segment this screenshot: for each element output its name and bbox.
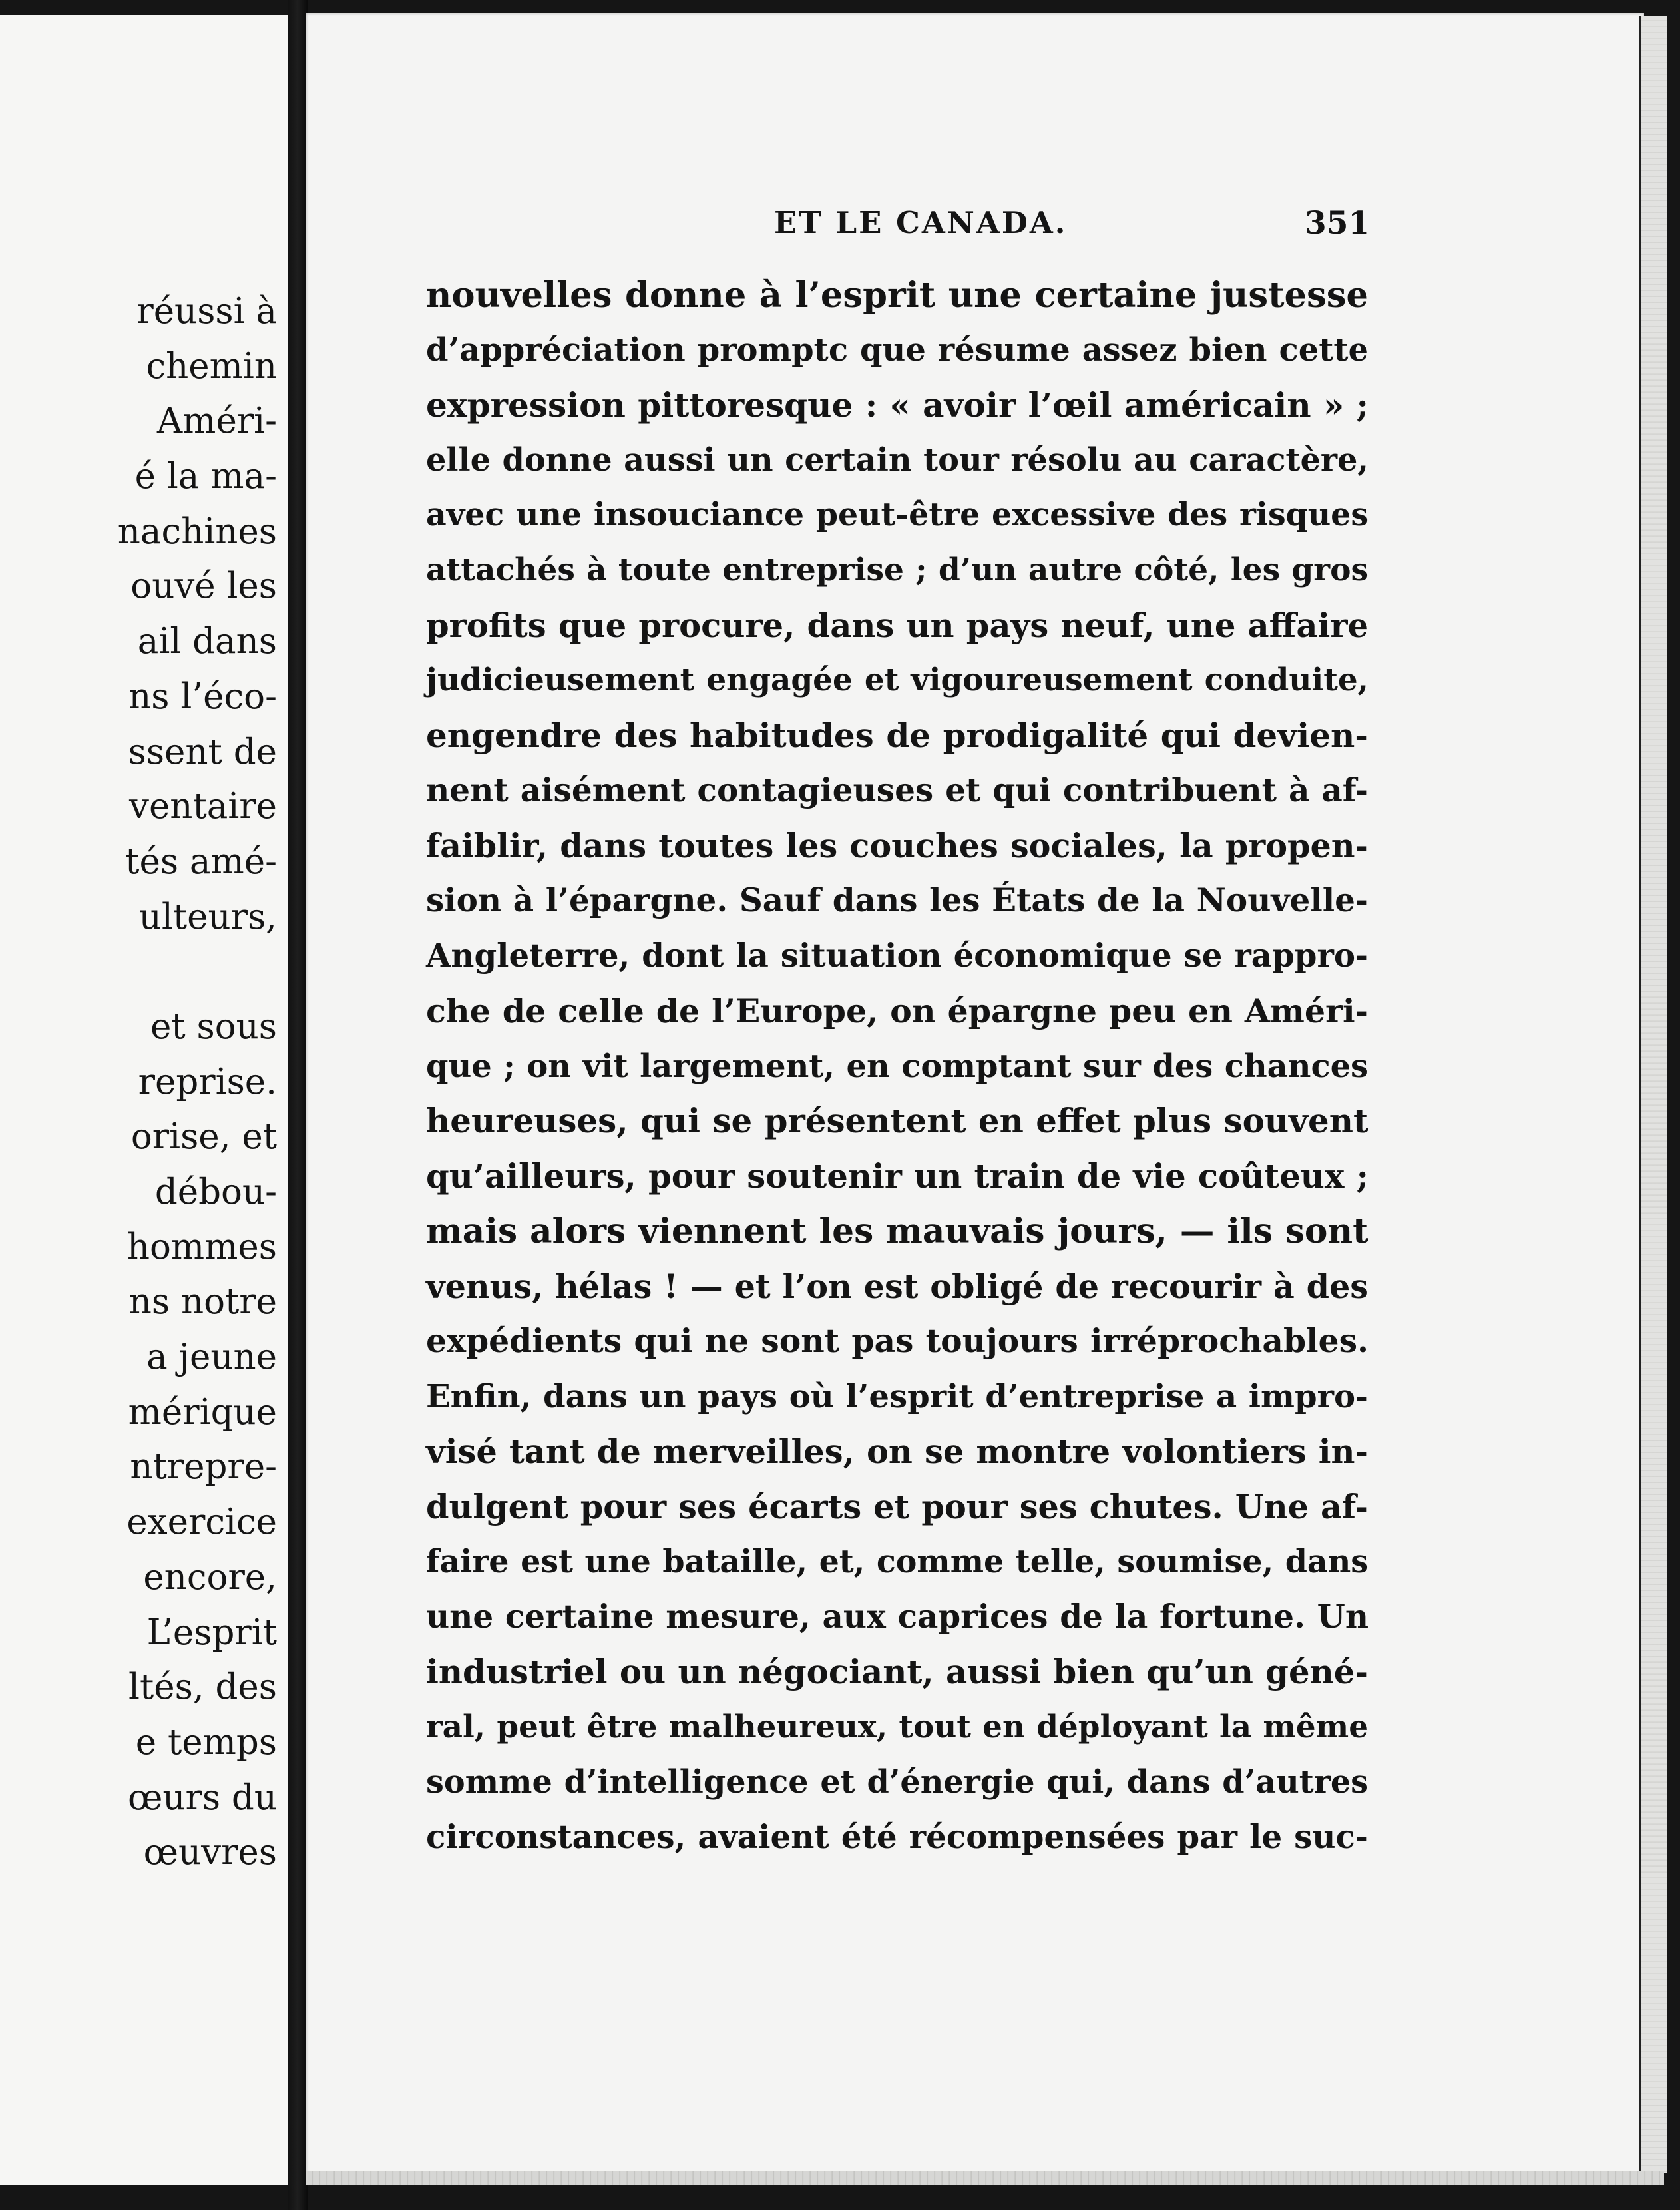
left-page-line: et sous bbox=[150, 1006, 277, 1047]
body-line: heureuses, qui se présentent en effet plus souvent bbox=[426, 1101, 1368, 1141]
left-page-line: ssent de bbox=[128, 731, 277, 772]
body-line: une certaine mesure, aux caprices de la fortune. Un bbox=[426, 1598, 1368, 1636]
left-page-blank-line bbox=[0, 945, 277, 1000]
left-page-line: exercice bbox=[126, 1502, 277, 1543]
body-line: nent aisément contagieuses et qui contribuent à af- bbox=[426, 771, 1368, 809]
left-page-line: orise, et bbox=[130, 1116, 277, 1158]
body-line: ral, peut être malheureux, tout en déployant la même bbox=[426, 1708, 1368, 1745]
body-line: qu’ailleurs, pour soutenir un train de vie coûteux ; bbox=[426, 1156, 1368, 1196]
body-line: che de celle de l’Europe, on épargne peu en Améri- bbox=[426, 991, 1368, 1030]
left-page-line: ouvé les bbox=[130, 566, 277, 607]
body-line: d’appréciation promptc que résume assez bien cette bbox=[426, 331, 1368, 369]
body-line: industriel ou un négociant, aussi bien qu’un géné- bbox=[426, 1652, 1368, 1691]
body-line: engendre des habitudes de prodigalité qui devien- bbox=[426, 716, 1368, 755]
left-page-line: Améri- bbox=[156, 401, 277, 442]
left-page-line: ventaire bbox=[129, 786, 277, 827]
body-line: que ; on vit largement, en comptant sur des chances bbox=[426, 1047, 1368, 1085]
body-line: attachés à toute entreprise ; d’un autre côté, les gros bbox=[426, 551, 1368, 588]
left-page-text bbox=[0, 284, 277, 1880]
body-line: dulgent pour ses écarts et pour ses chutes. Une af- bbox=[426, 1487, 1368, 1526]
body-line: avec une insouciance peut-être excessive des risques bbox=[426, 497, 1368, 533]
left-page-line: é la ma- bbox=[134, 456, 277, 497]
page-bottom-edge bbox=[306, 2171, 1664, 2185]
left-page-line: œurs du bbox=[128, 1777, 277, 1818]
body-line: expression pittoresque : « avoir l’œil américain » ; bbox=[426, 385, 1368, 425]
body-line: venus, hélas ! — et l’on est obligé de recourir à des bbox=[426, 1267, 1368, 1306]
left-page-line: encore, bbox=[143, 1556, 277, 1598]
left-page-line: ail dans bbox=[137, 621, 277, 662]
body-line: elle donne aussi un certain tour résolu au caractère, bbox=[426, 441, 1368, 479]
body-line: Enfin, dans un pays où l’esprit d’entreprise a impro- bbox=[426, 1378, 1368, 1415]
left-page-line: ltés, des bbox=[128, 1667, 277, 1708]
body-line: judicieusement engagée et vigoureusement conduite, bbox=[426, 662, 1368, 699]
left-page-line: ulteurs, bbox=[138, 896, 277, 937]
body-line: somme d’intelligence et d’énergie qui, dans d’autres bbox=[426, 1763, 1368, 1801]
page-number: 351 bbox=[1305, 205, 1370, 242]
left-page-line: réussi à bbox=[136, 291, 277, 332]
left-page-line: e temps bbox=[135, 1721, 277, 1763]
left-page-line: reprise. bbox=[138, 1061, 277, 1102]
left-page-line: ntrepre- bbox=[130, 1446, 277, 1488]
left-page-line: L’esprit bbox=[146, 1612, 277, 1653]
left-facing-page bbox=[0, 15, 288, 2185]
left-page-line: mérique bbox=[128, 1391, 277, 1433]
body-line: nouvelles donne à l’esprit une certaine justesse bbox=[426, 274, 1368, 316]
body-paragraph bbox=[426, 268, 1368, 1865]
left-page-line: nachines bbox=[117, 511, 277, 552]
left-page-line: débou- bbox=[154, 1172, 277, 1212]
body-line: circonstances, avaient été récompensées par le suc- bbox=[426, 1819, 1368, 1856]
left-page-line: ns notre bbox=[128, 1281, 277, 1323]
left-page-line: ns l’éco- bbox=[128, 676, 277, 717]
body-line: faiblir, dans toutes les couches sociales, la propen- bbox=[426, 826, 1368, 865]
body-line: visé tant de merveilles, on se montre volontiers in- bbox=[426, 1432, 1368, 1471]
body-line: expédients qui ne sont pas toujours irréprochables. bbox=[426, 1322, 1368, 1361]
body-line: sion à l’épargne. Sauf dans les États de la Nouvelle- bbox=[426, 882, 1368, 920]
left-page-line: chemin bbox=[146, 345, 277, 387]
body-line: profits que procure, dans un pays neuf, une affaire bbox=[426, 605, 1368, 645]
left-page-line: hommes bbox=[126, 1226, 277, 1267]
left-page-line: œuvres bbox=[143, 1832, 277, 1873]
running-head: ET LE CANADA. bbox=[774, 205, 1068, 240]
left-page-line: tés amé- bbox=[125, 841, 277, 882]
body-line: faire est une bataille, et, comme telle, soumise, dans bbox=[426, 1543, 1368, 1581]
page-stack-edge bbox=[1639, 16, 1667, 2173]
body-line: mais alors viennent les mauvais jours, — ils sont bbox=[426, 1210, 1368, 1251]
book-gutter bbox=[288, 0, 308, 2210]
body-line: Angleterre, dont la situation économique se rappro- bbox=[426, 937, 1368, 975]
left-page-line: a jeune bbox=[146, 1337, 277, 1378]
